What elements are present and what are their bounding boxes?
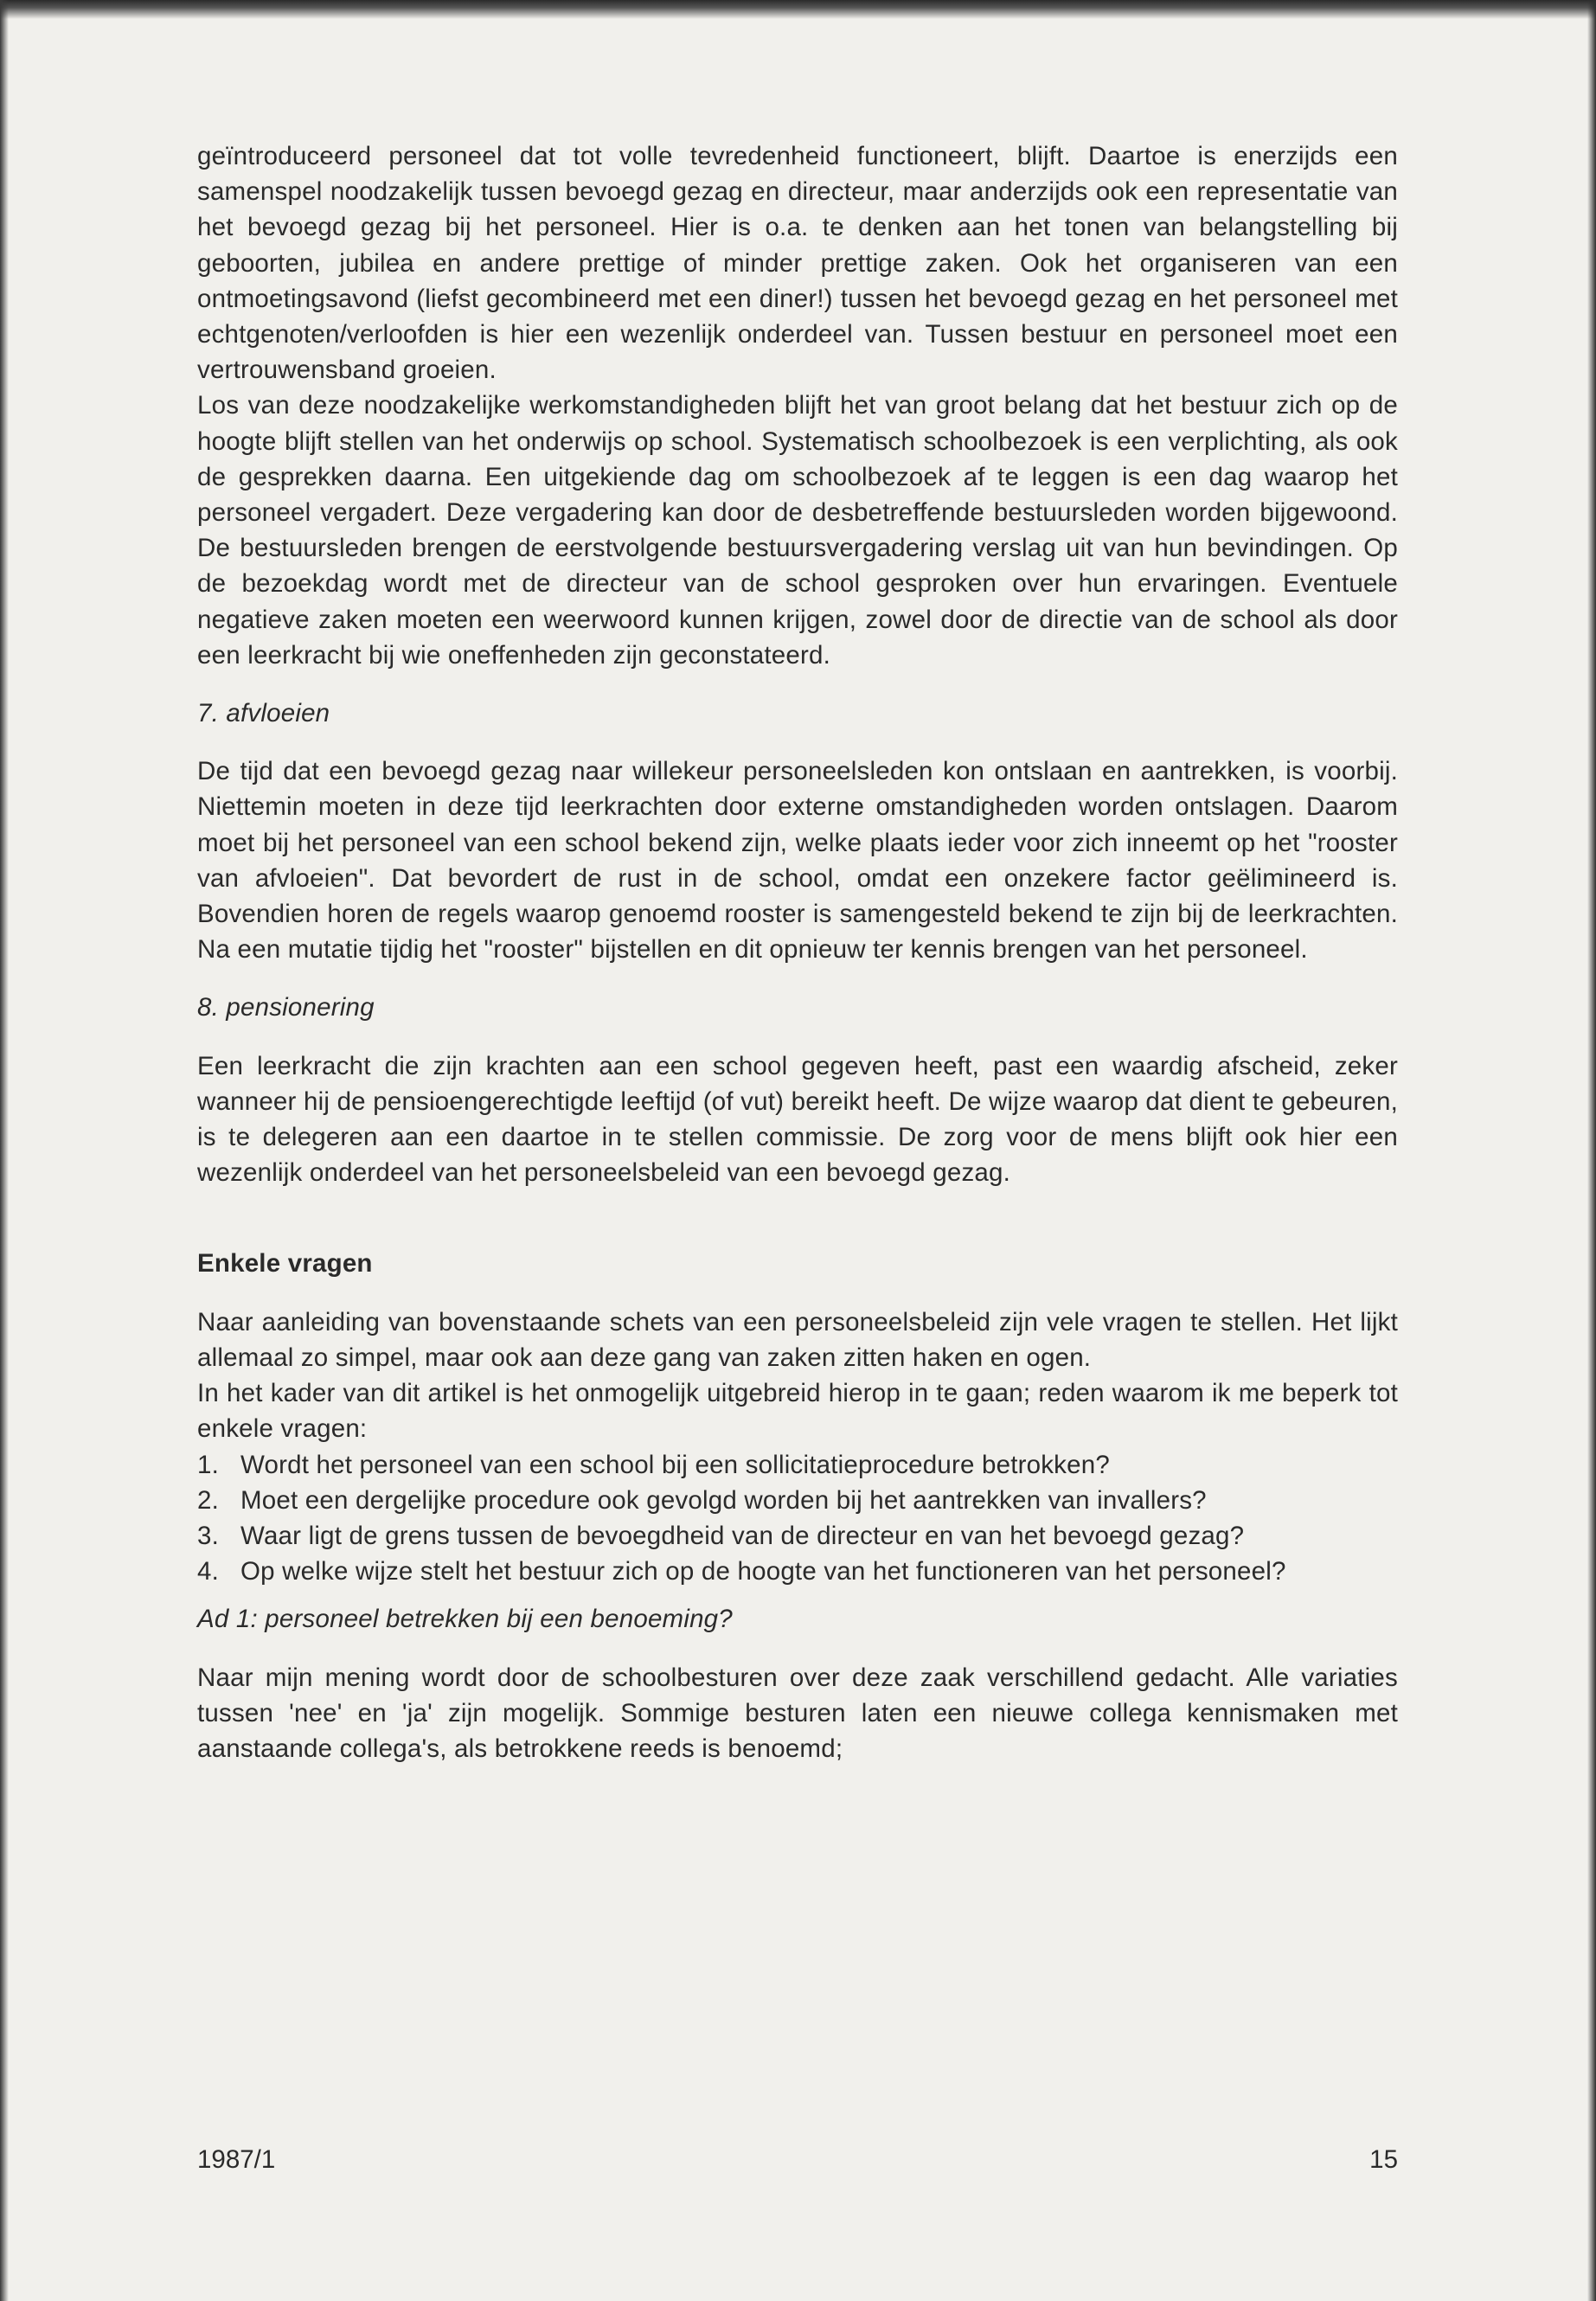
issue-number: 1987/1 xyxy=(197,2145,276,2174)
paragraph-schoolbezoek: Los van deze noodzakelijke werkomstandigheden blijft het van groot belang dat het bestuur zich op de hoogte blijft stellen van het onderwijs op school. Systematisch schoolbezoek is een verplichting, als ook de gesprekken daarna. Een uitgekiende dag om schoolbezoek af te leggen is een dag waarop het personeel vergadert. Deze vergadering kan door de desbetreffende bestuursleden worden bijgewoond. De bestuursleden brengen de eerstvolgende bestuursvergadering verslag uit van hun bevindingen. Op de bezoekdag wordt met de directeur van de school gesproken over hun ervaringen. Eventuele negatieve zaken moeten een weerwoord kunnen krijgen, zowel door de directie van de school als door een leerkracht bij wie oneffenheden zijn geconstateerd. xyxy=(197,391,1398,670)
list-item xyxy=(197,1518,1398,1554)
question-text: Wordt het personeel van een school bij een sollicitatieprocedure betrokken? xyxy=(240,1450,1110,1479)
scan-edge-top xyxy=(0,0,1596,19)
questions-list xyxy=(197,1447,1398,1590)
section-heading-afvloeien: 7. afvloeien xyxy=(197,699,330,728)
paragraph-representatie: geïntroduceerd personeel dat tot volle tevredenheid functioneert, blijft. Daartoe is enerzijds een samenspel noodzakelijk tussen bevoegd gezag en directeur, maar anderzijds ook een representatie van het bevoegd gezag bij het personeel. Hier is o.a. te denken aan het tonen van belangstelling bij geboorten, jubilea en andere prettige of minder prettige zaken. Ook het organiseren van een ontmoetingsavond (liefst gecombineerd met een diner!) tussen het bevoegd gezag en het personeel met echtgenoten/verloofden is hier een wezenlijk onderdeel van. Tussen bestuur en personeel moet een vertrouwensband groeien. xyxy=(197,142,1398,385)
question-text: Op welke wijze stelt het bestuur zich op de hoogte van het functioneren van het personeel? xyxy=(240,1557,1286,1586)
question-number: 1. xyxy=(197,1450,220,1479)
scan-edge-right xyxy=(1587,0,1596,2301)
heading-enkele-vragen: Enkele vragen xyxy=(197,1249,373,1279)
scan-edge-left xyxy=(0,0,9,2301)
question-number: 2. xyxy=(197,1485,220,1515)
question-number: 3. xyxy=(197,1521,220,1550)
paragraph-ad1: Naar mijn mening wordt door de schoolbesturen over deze zaak verschillend gedacht. Alle variaties tussen 'nee' en 'ja' zijn mogelijk. Sommige besturen laten een nieuwe collega kennismaken met aanstaande collega's, als betrokkene reeds is benoemd; xyxy=(197,1663,1398,1763)
document-page xyxy=(197,138,1398,1766)
section-heading-ad1: Ad 1: personeel betrekken bij een benoeming? xyxy=(197,1605,733,1634)
question-number: 4. xyxy=(197,1557,220,1586)
list-item xyxy=(197,1447,1398,1483)
paragraph-vragen-kader: In het kader van dit artikel is het onmogelijk uitgebreid hierop in te gaan; reden waarom ik me beperk tot enkele vragen: xyxy=(197,1379,1398,1444)
page-number: 15 xyxy=(1369,2145,1398,2174)
list-item xyxy=(197,1554,1398,1589)
paragraph-pensionering: Een leerkracht die zijn krachten aan een school gegeven heeft, past een waardig afscheid, zeker wanneer hij de pensioengerechtigde leeftijd (of vut) bereikt heeft. De wijze waarop dat dient te gebeuren, is te delegeren aan een daartoe in te stellen commissie. De zorg voor de mens blijft ook hier een wezenlijk onderdeel van het personeelsbeleid van een bevoegd gezag. xyxy=(197,1051,1398,1188)
section-heading-pensionering: 8. pensionering xyxy=(197,993,375,1022)
question-text: Moet een dergelijke procedure ook gevolgd worden bij het aantrekken van invallers? xyxy=(240,1485,1207,1515)
question-text: Waar ligt de grens tussen de bevoegdheid van de directeur en van het bevoegd gezag? xyxy=(240,1521,1245,1550)
paragraph-vragen-intro: Naar aanleiding van bovenstaande schets van een personeelsbeleid zijn vele vragen te stellen. Het lijkt allemaal zo simpel, maar ook aan deze gang van zaken zitten haken en ogen. xyxy=(197,1307,1398,1372)
list-item xyxy=(197,1483,1398,1518)
page-footer xyxy=(197,2142,1398,2177)
paragraph-afvloeien: De tijd dat een bevoegd gezag naar willekeur personeelsleden kon ontslaan en aantrekken, is voorbij. Niettemin moeten in deze tijd leerkrachten door externe omstandigheden worden ontslagen. Daarom moet bij het personeel van een school bekend zijn, welke plaats ieder voor zich inneemt op het "rooster van afvloeien". Dat bevordert de rust in de school, omdat een onzekere factor geëlimineerd is. Bovendien horen de regels waarop genoemd rooster is samengesteld bekend te zijn bij de leerkrachten. Na een mutatie tijdig het "rooster" bijstellen en dit opnieuw ter kennis brengen van het personeel. xyxy=(197,757,1398,965)
